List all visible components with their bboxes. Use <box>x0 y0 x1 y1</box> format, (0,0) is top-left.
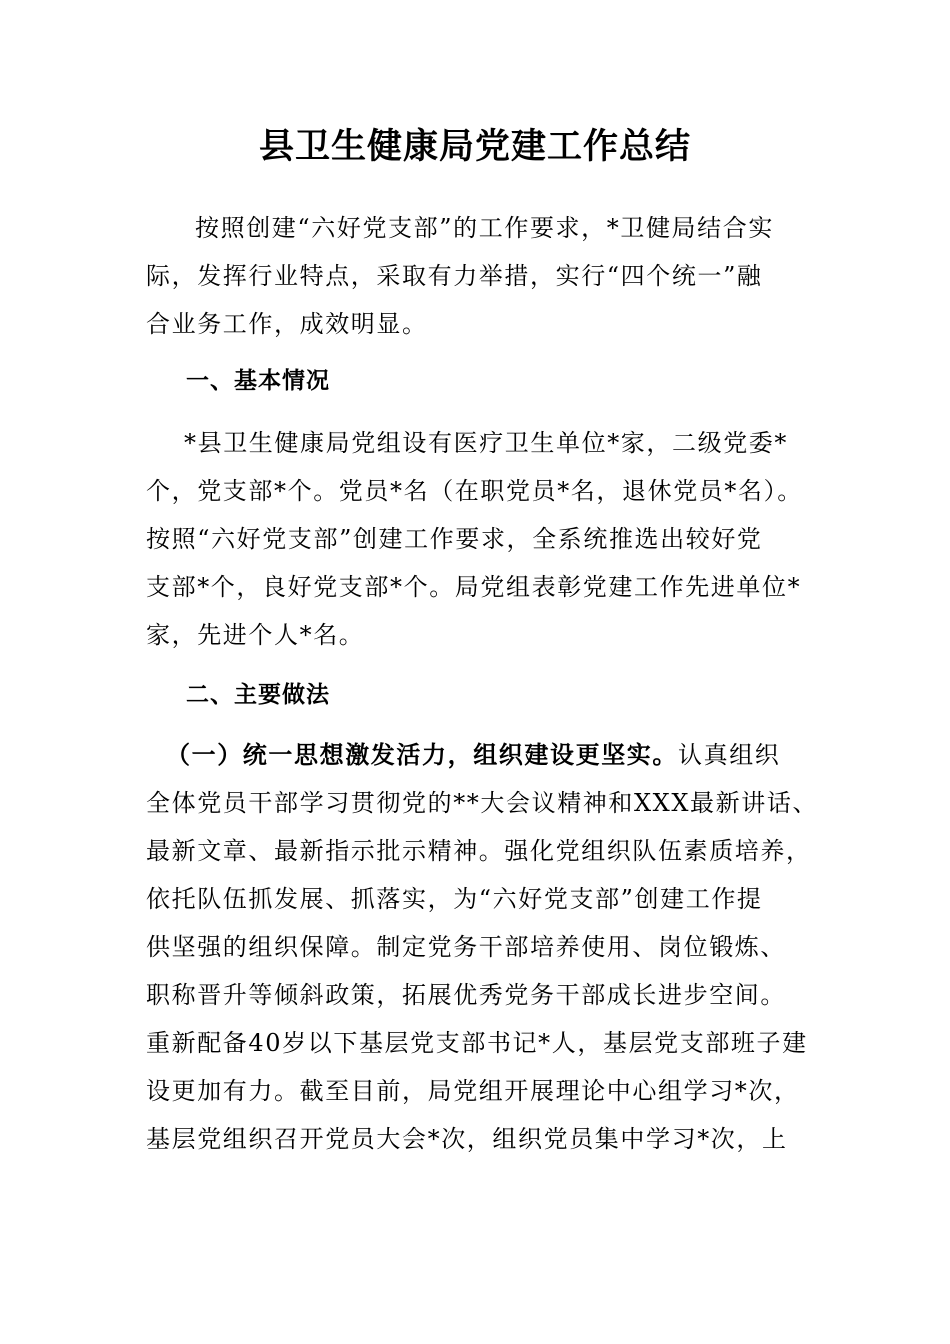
paragraph-line: 家，先进个人*名。 <box>146 621 365 649</box>
paragraph-line: 职称晋升等倾斜政策，拓展优秀党务干部成长进步空间。 <box>146 981 786 1009</box>
paragraph-line: *县卫生健康局党组设有医疗卫生单位*家，二级党委* <box>184 429 788 457</box>
intro-line: 按照创建“六好党支部”的工作要求，*卫健局结合实 <box>195 214 774 242</box>
paragraph-line: 设更加有力。截至目前，局党组开展理论中心组学习*次， <box>146 1077 800 1105</box>
intro-line: 合业务工作，成效明显。 <box>146 310 428 338</box>
subsection-lead-rest: 认真组织 <box>678 741 781 769</box>
section-heading-basic: 一、基本情况 <box>186 368 330 394</box>
subsection-first-line <box>166 735 780 775</box>
subsection-lead: （一）统一思想激发活力，组织建设更坚实。 <box>166 740 678 769</box>
paragraph-line: 个，党支部*个。党员*名（在职党员*名，退休党员*名）。 <box>146 477 803 505</box>
paragraph-line: 全体党员干部学习贯彻党的**大会议精神和XXX最新讲话、 <box>146 789 819 817</box>
paragraph-line: 最新文章、最新指示批示精神。强化党组织队伍素质培养， <box>146 837 812 865</box>
paragraph-line: 重新配备40岁以下基层党支部书记*人，基层党支部班子建 <box>146 1029 808 1057</box>
paragraph-line: 按照“六好党支部”创建工作要求，全系统推选出较好党 <box>146 525 763 553</box>
document-title: 县卫生健康局党建工作总结 <box>258 126 691 167</box>
paragraph-line: 依托队伍抓发展、抓落实，为“六好党支部”创建工作提 <box>146 885 763 913</box>
paragraph-line: 支部*个，良好党支部*个。局党组表彰党建工作先进单位* <box>146 573 802 601</box>
intro-line: 际，发挥行业特点，采取有力举措，实行“四个统一”融 <box>146 262 763 290</box>
section-heading-methods: 二、主要做法 <box>186 682 330 708</box>
paragraph-line: 基层党组织召开党员大会*次，组织党员集中学习*次，上 <box>146 1125 788 1153</box>
paragraph-line: 供坚强的组织保障。制定党务干部培养使用、岗位锻炼、 <box>146 933 786 961</box>
